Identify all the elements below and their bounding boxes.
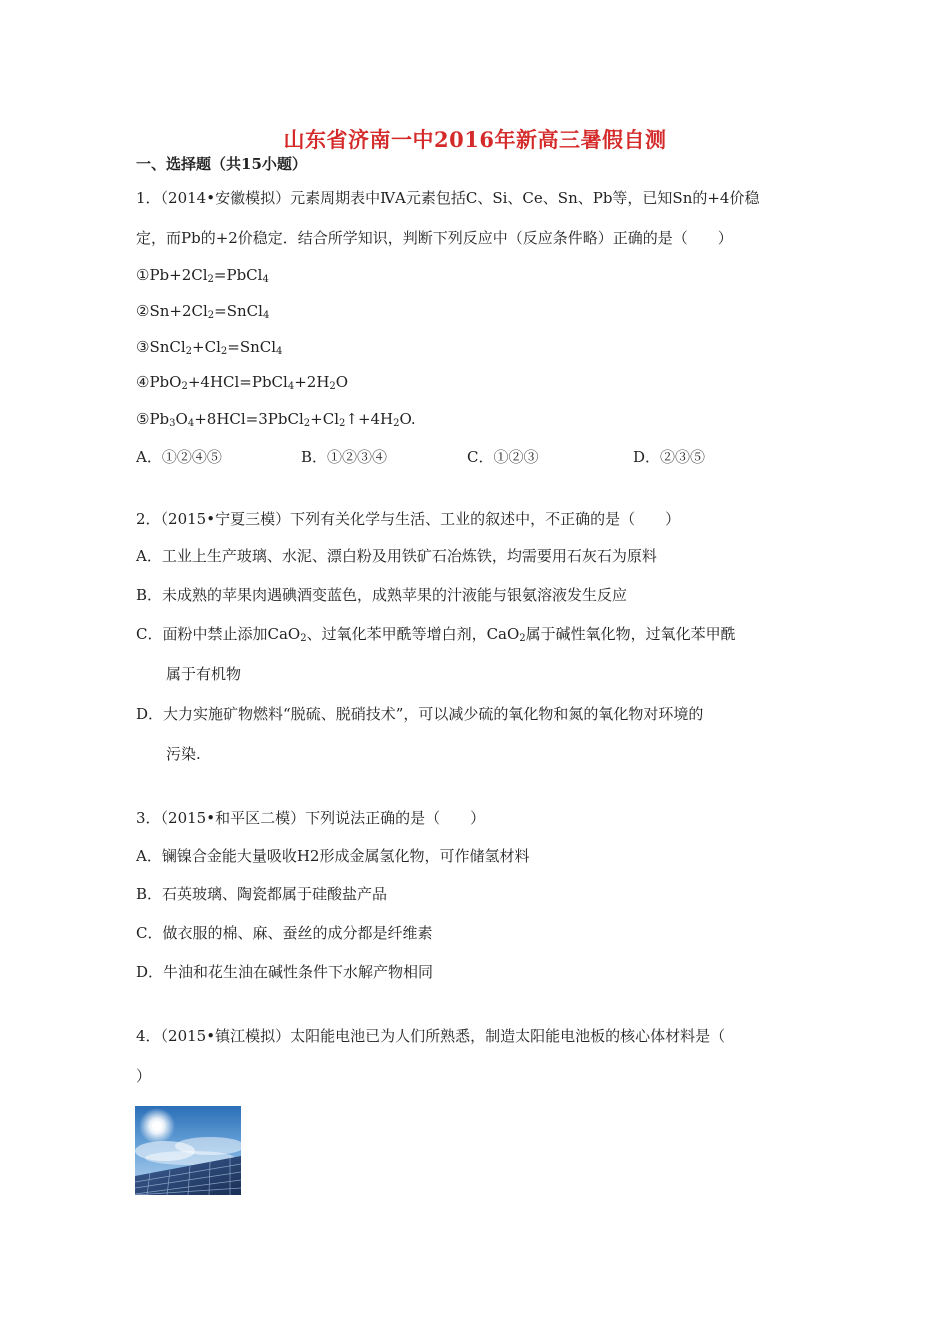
q2-option-b: B．未成熟的苹果肉遇碘酒变蓝色，成熟苹果的汁液能与银氨溶液发生反应 xyxy=(136,586,628,604)
page-title: 山东省济南一中2016年新高三暑假自测 xyxy=(283,127,667,152)
q1-stem-line2: 定，而Pb的+2价稳定．结合所学知识，判断下列反应中（反应条件略）正确的是（ ） xyxy=(136,229,733,247)
q3-stem: 3．（2015•和平区二模）下列说法正确的是（ ） xyxy=(136,809,486,827)
q4-stem-line2: ） xyxy=(136,1067,152,1085)
q3-option-a: A．镧镍合金能大量吸收H2形成金属氢化物，可作储氢材料 xyxy=(136,847,530,865)
q2-option-c: C．面粉中禁止添加CaO$_2$、过氧化苯甲酰等增白剂，CaO$_2$属于碱性氧化物，过氧化苯甲酰 xyxy=(136,625,736,644)
q2-option-c-continued: 属于有机物 xyxy=(166,665,242,683)
q3-option-c: C．做衣服的棉、麻、蚕丝的成分都是纤维素 xyxy=(136,924,433,942)
q2-option-d: D．大力实施矿物燃料“脱硫、脱硝技术”，可以减少硫的氧化物和氮的氧化物对环境的 xyxy=(136,705,704,723)
q3-option-b: B．石英玻璃、陶瓷都属于硅酸盐产品 xyxy=(136,885,388,903)
q1-reaction-4: $④PbO_2+4HCl=PbCl_4+2H_2O$ xyxy=(136,373,349,392)
q1-reaction-1: $①Pb+2Cl_2=PbCl_4$ xyxy=(136,266,269,285)
q1-stem-line1: 1．（2014•安徽模拟）元素周期表中ⅣA元素包括C、Si、Ce、Sn、Pb等，已知Sn的+4价稳 xyxy=(136,189,760,207)
solar-panel-photo xyxy=(135,1106,241,1195)
q1-reaction-2: $②Sn+2Cl_2=SnCl_4$ xyxy=(136,302,270,321)
q1-reaction-3: $③SnCl_2+Cl_2=SnCl_4$ xyxy=(136,338,283,357)
q2-stem: 2．（2015•宁夏三模）下列有关化学与生活、工业的叙述中，不正确的是（ ） xyxy=(136,510,681,528)
q1-option-d: D．②③⑤ xyxy=(633,448,706,466)
q1-option-a: A．①②④⑤ xyxy=(136,448,222,466)
q2-option-a: A．工业上生产玻璃、水泥、漂白粉及用铁矿石冶炼铁，均需要用石灰石为原料 xyxy=(136,547,657,565)
section-heading: 一、选择题（共15小题） xyxy=(136,155,307,173)
q3-option-d: D．牛油和花生油在碱性条件下水解产物相同 xyxy=(136,963,434,981)
q2-option-d-continued: 污染. xyxy=(166,745,201,763)
q4-stem-line1: 4．（2015•镇江模拟）太阳能电池已为人们所熟悉，制造太阳能电池板的核心体材料是（ xyxy=(136,1027,726,1045)
q1-reaction-5: $⑤Pb_3O_4+8HCl=3PbCl_2+Cl_2↑+4H_2O$. xyxy=(136,410,416,429)
q1-option-b: B．①②③④ xyxy=(301,448,388,466)
q1-option-c: C．①②③ xyxy=(467,448,539,466)
